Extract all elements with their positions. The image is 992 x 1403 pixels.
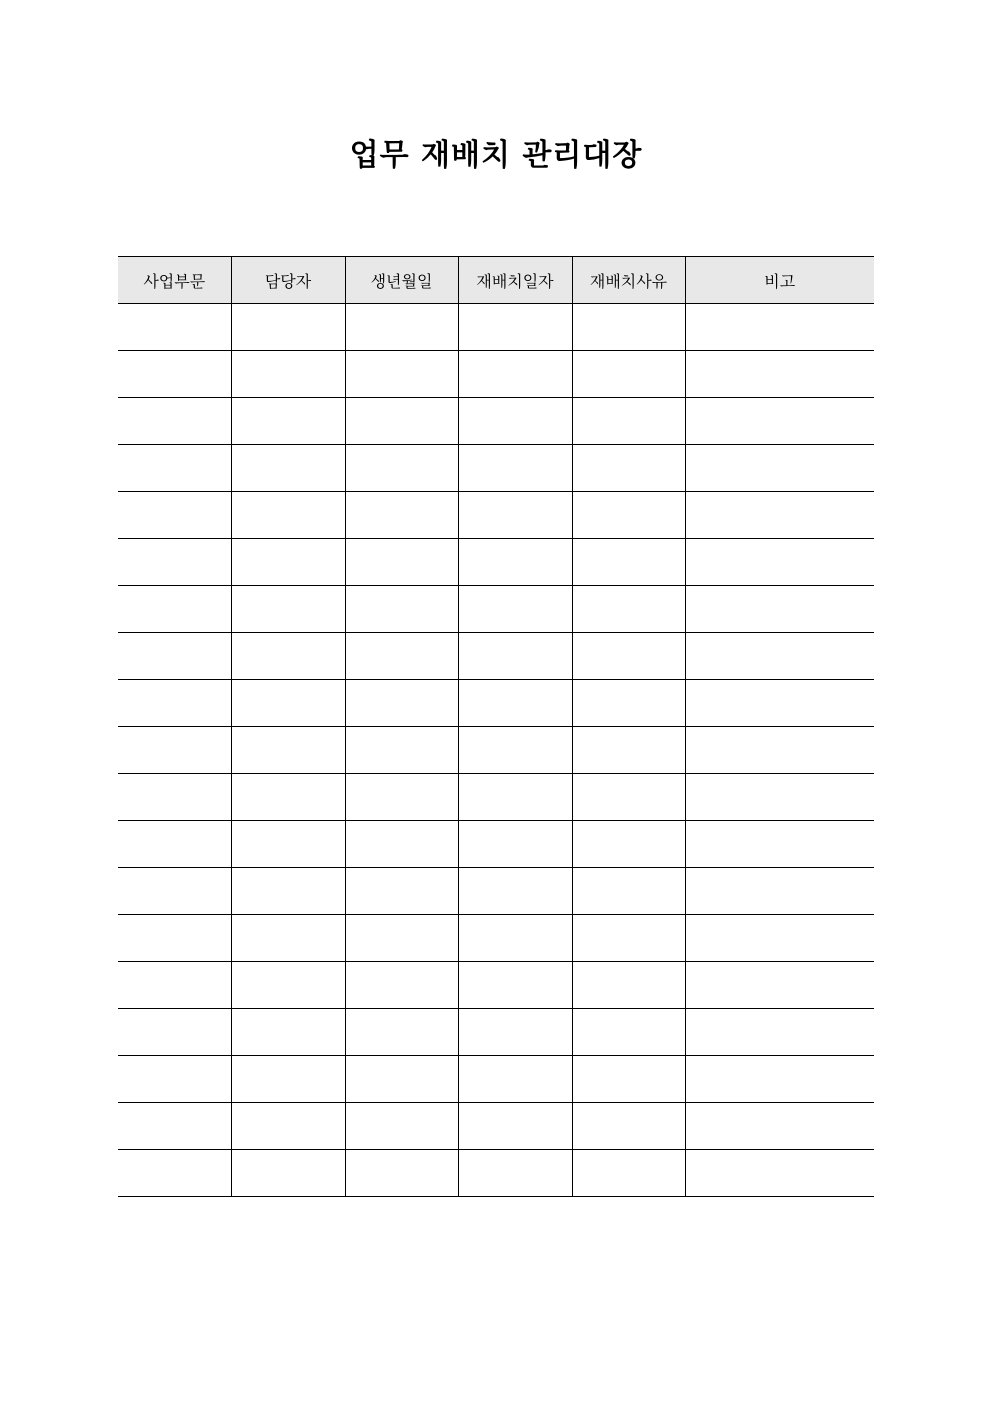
header-business-division: 사업부문 [118, 257, 231, 304]
cell-person-in-charge[interactable] [231, 398, 345, 445]
cell-business-division[interactable] [118, 633, 231, 680]
cell-person-in-charge[interactable] [231, 962, 345, 1009]
cell-business-division[interactable] [118, 1150, 231, 1197]
cell-person-in-charge[interactable] [231, 1056, 345, 1103]
table-header-row [118, 257, 874, 304]
cell-business-division[interactable] [118, 445, 231, 492]
cell-reassignment-date[interactable] [458, 492, 572, 539]
cell-person-in-charge[interactable] [231, 727, 345, 774]
table-row [118, 774, 874, 821]
reassignment-register-table [118, 256, 874, 1197]
table-row [118, 539, 874, 586]
cell-date-of-birth[interactable] [345, 586, 458, 633]
cell-business-division[interactable] [118, 1103, 231, 1150]
table-row [118, 1009, 874, 1056]
cell-person-in-charge[interactable] [231, 868, 345, 915]
cell-date-of-birth[interactable] [345, 962, 458, 1009]
cell-person-in-charge[interactable] [231, 1103, 345, 1150]
cell-date-of-birth[interactable] [345, 1103, 458, 1150]
cell-business-division[interactable] [118, 774, 231, 821]
header-remarks: 비고 [685, 257, 874, 304]
cell-reassignment-date[interactable] [458, 1103, 572, 1150]
cell-reassignment-date[interactable] [458, 539, 572, 586]
table-row [118, 586, 874, 633]
cell-person-in-charge[interactable] [231, 821, 345, 868]
table-row [118, 915, 874, 962]
cell-reassignment-reason[interactable] [572, 821, 685, 868]
header-person-in-charge: 담당자 [231, 257, 345, 304]
cell-reassignment-reason[interactable] [572, 445, 685, 492]
cell-person-in-charge[interactable] [231, 1009, 345, 1056]
cell-reassignment-reason[interactable] [572, 492, 685, 539]
cell-remarks[interactable] [685, 1150, 874, 1197]
cell-date-of-birth[interactable] [345, 351, 458, 398]
header-reassignment-reason: 재배치사유 [572, 257, 685, 304]
cell-remarks[interactable] [685, 586, 874, 633]
table-body [118, 304, 874, 1197]
cell-business-division[interactable] [118, 586, 231, 633]
table-row [118, 962, 874, 1009]
cell-remarks[interactable] [685, 1056, 874, 1103]
cell-business-division[interactable] [118, 727, 231, 774]
cell-reassignment-reason[interactable] [572, 774, 685, 821]
cell-person-in-charge[interactable] [231, 492, 345, 539]
table-row [118, 868, 874, 915]
cell-reassignment-reason[interactable] [572, 1009, 685, 1056]
cell-person-in-charge[interactable] [231, 586, 345, 633]
cell-business-division[interactable] [118, 680, 231, 727]
cell-remarks[interactable] [685, 304, 874, 351]
cell-remarks[interactable] [685, 680, 874, 727]
cell-remarks[interactable] [685, 915, 874, 962]
table-row [118, 398, 874, 445]
cell-business-division[interactable] [118, 821, 231, 868]
cell-date-of-birth[interactable] [345, 398, 458, 445]
cell-reassignment-reason[interactable] [572, 398, 685, 445]
cell-date-of-birth[interactable] [345, 774, 458, 821]
cell-reassignment-reason[interactable] [572, 1103, 685, 1150]
table-row [118, 492, 874, 539]
cell-reassignment-date[interactable] [458, 586, 572, 633]
cell-reassignment-date[interactable] [458, 1056, 572, 1103]
cell-business-division[interactable] [118, 304, 231, 351]
cell-person-in-charge[interactable] [231, 351, 345, 398]
cell-business-division[interactable] [118, 351, 231, 398]
cell-reassignment-date[interactable] [458, 1150, 572, 1197]
cell-person-in-charge[interactable] [231, 304, 345, 351]
cell-business-division[interactable] [118, 962, 231, 1009]
table-row [118, 821, 874, 868]
cell-reassignment-date[interactable] [458, 680, 572, 727]
cell-remarks[interactable] [685, 351, 874, 398]
cell-person-in-charge[interactable] [231, 539, 345, 586]
table-row [118, 445, 874, 492]
table-row [118, 351, 874, 398]
cell-person-in-charge[interactable] [231, 680, 345, 727]
cell-date-of-birth[interactable] [345, 633, 458, 680]
cell-remarks[interactable] [685, 1009, 874, 1056]
cell-reassignment-date[interactable] [458, 962, 572, 1009]
cell-remarks[interactable] [685, 868, 874, 915]
cell-reassignment-date[interactable] [458, 1009, 572, 1056]
cell-reassignment-date[interactable] [458, 915, 572, 962]
table-row [118, 680, 874, 727]
cell-person-in-charge[interactable] [231, 633, 345, 680]
cell-reassignment-reason[interactable] [572, 727, 685, 774]
cell-reassignment-date[interactable] [458, 774, 572, 821]
cell-reassignment-reason[interactable] [572, 868, 685, 915]
cell-remarks[interactable] [685, 774, 874, 821]
cell-remarks[interactable] [685, 445, 874, 492]
cell-business-division[interactable] [118, 868, 231, 915]
table-row [118, 304, 874, 351]
cell-remarks[interactable] [685, 398, 874, 445]
table-row [118, 1150, 874, 1197]
cell-business-division[interactable] [118, 915, 231, 962]
cell-remarks[interactable] [685, 492, 874, 539]
cell-reassignment-date[interactable] [458, 398, 572, 445]
cell-date-of-birth[interactable] [345, 915, 458, 962]
cell-business-division[interactable] [118, 539, 231, 586]
cell-reassignment-date[interactable] [458, 633, 572, 680]
cell-date-of-birth[interactable] [345, 1150, 458, 1197]
cell-reassignment-date[interactable] [458, 868, 572, 915]
table-row [118, 1056, 874, 1103]
table-row [118, 727, 874, 774]
cell-remarks[interactable] [685, 821, 874, 868]
cell-reassignment-date[interactable] [458, 727, 572, 774]
cell-date-of-birth[interactable] [345, 821, 458, 868]
cell-reassignment-reason[interactable] [572, 1150, 685, 1197]
header-reassignment-date: 재배치일자 [458, 257, 572, 304]
cell-reassignment-reason[interactable] [572, 915, 685, 962]
cell-business-division[interactable] [118, 398, 231, 445]
cell-remarks[interactable] [685, 633, 874, 680]
cell-reassignment-reason[interactable] [572, 962, 685, 1009]
cell-business-division[interactable] [118, 492, 231, 539]
cell-date-of-birth[interactable] [345, 1056, 458, 1103]
table-row [118, 633, 874, 680]
cell-reassignment-reason[interactable] [572, 1056, 685, 1103]
cell-person-in-charge[interactable] [231, 774, 345, 821]
cell-reassignment-reason[interactable] [572, 633, 685, 680]
cell-reassignment-reason[interactable] [572, 351, 685, 398]
document-title: 업무 재배치 관리대장 [349, 138, 643, 173]
cell-date-of-birth[interactable] [345, 445, 458, 492]
cell-reassignment-date[interactable] [458, 445, 572, 492]
cell-date-of-birth[interactable] [345, 1009, 458, 1056]
cell-date-of-birth[interactable] [345, 492, 458, 539]
header-date-of-birth: 생년월일 [345, 257, 458, 304]
cell-reassignment-reason[interactable] [572, 680, 685, 727]
cell-person-in-charge[interactable] [231, 445, 345, 492]
cell-person-in-charge[interactable] [231, 1150, 345, 1197]
cell-reassignment-reason[interactable] [572, 304, 685, 351]
cell-date-of-birth[interactable] [345, 680, 458, 727]
cell-date-of-birth[interactable] [345, 304, 458, 351]
table-row [118, 1103, 874, 1150]
cell-person-in-charge[interactable] [231, 915, 345, 962]
cell-reassignment-reason[interactable] [572, 539, 685, 586]
cell-reassignment-date[interactable] [458, 821, 572, 868]
cell-reassignment-reason[interactable] [572, 586, 685, 633]
cell-reassignment-date[interactable] [458, 351, 572, 398]
cell-date-of-birth[interactable] [345, 727, 458, 774]
cell-business-division[interactable] [118, 1056, 231, 1103]
cell-remarks[interactable] [685, 962, 874, 1009]
cell-remarks[interactable] [685, 1103, 874, 1150]
cell-business-division[interactable] [118, 1009, 231, 1056]
cell-remarks[interactable] [685, 727, 874, 774]
cell-reassignment-date[interactable] [458, 304, 572, 351]
cell-date-of-birth[interactable] [345, 539, 458, 586]
cell-remarks[interactable] [685, 539, 874, 586]
cell-date-of-birth[interactable] [345, 868, 458, 915]
